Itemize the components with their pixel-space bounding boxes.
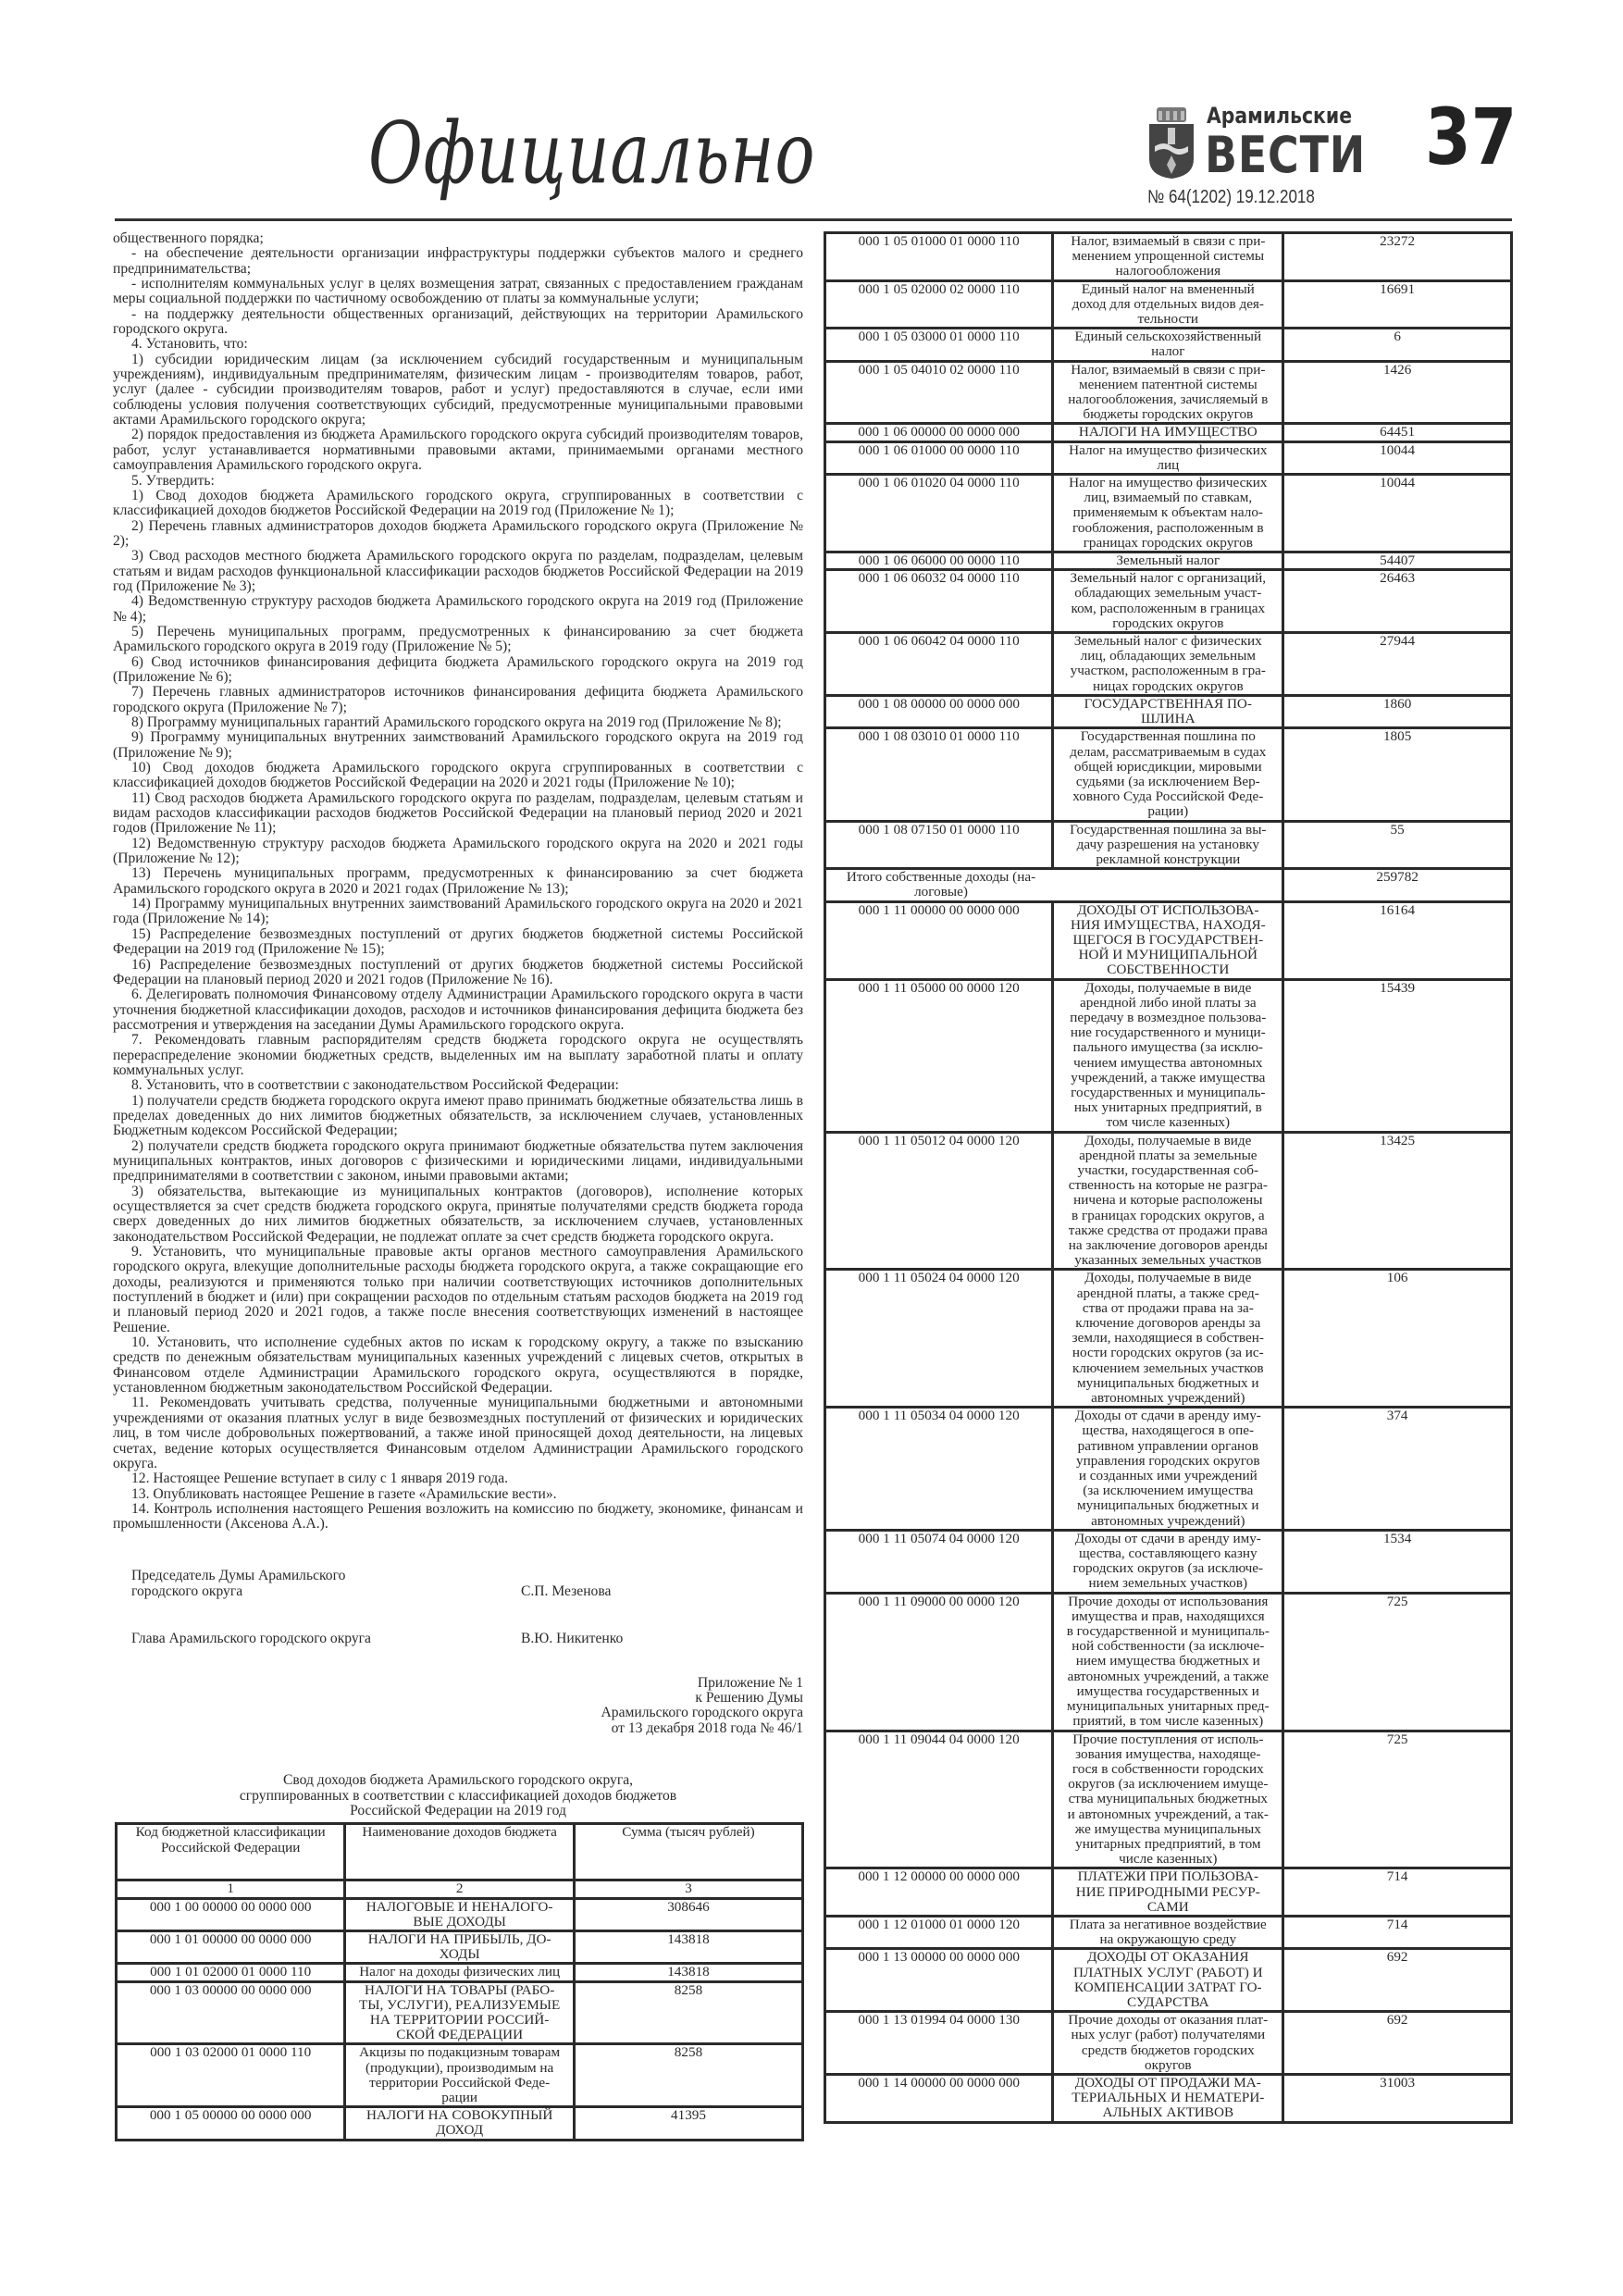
revenue-name: Доходы, получаемые в виде арендной либо иной платы за передачу в возмездное пользова- ние государственного и муници- пального имущества (за исклю- чением имущества автономных учреждений, а также имущества государственных и муниципаль- ных унитарных предприятий, в том числе казенных) xyxy=(1053,979,1283,1132)
paragraph: 8) Программу муниципальных гарантий Арамильского городского округа на 2019 год (Приложение № 8); xyxy=(131,714,782,730)
revenue-name: ДОХОДЫ ОТ ОКАЗАНИЯ ПЛАТНЫХ УСЛУГ (РАБОТ) И КОМПЕНСАЦИИ ЗАТРАТ ГО- СУДАРСТВА xyxy=(1053,1949,1283,2012)
paragraph: 2) получатели средств бюджета городского округа принимают бюджетные обязательства путем заключения муниципальных контрактов, иных договоров с физическими и юридическими лицами, индивидуальными предпринимателями в соответствии с законом, иными правовыми актами; xyxy=(113,1137,803,1185)
revenue-name: Налог на имущество физических лиц xyxy=(1053,441,1283,474)
paragraph: 12) Ведомственную структуру расходов бюджета Арамильского городского округа на 2020 и 2021 годы (Приложение № 12); xyxy=(113,835,803,867)
budget-code: 000 1 05 03000 01 0000 110 xyxy=(825,329,1053,361)
table-row xyxy=(825,552,1512,570)
budget-code: 000 1 11 05000 00 0000 120 xyxy=(825,979,1053,1132)
caption-line: Российской Федерации на 2019 год xyxy=(350,1803,566,1818)
paragraph: 6) Свод источников финансирования дефицита бюджета Арамильского городского округа на 2019 год (Приложение № 6); xyxy=(113,653,803,685)
revenue-table-part-1 xyxy=(115,1822,804,2141)
section-title: Официально xyxy=(368,104,816,203)
column-number: 3 xyxy=(574,1880,802,1898)
table-row xyxy=(825,1868,1512,1917)
budget-code: 000 1 11 05034 04 0000 120 xyxy=(825,1408,1053,1531)
chair-signature xyxy=(113,1568,803,1599)
revenue-sum: 64451 xyxy=(1283,424,1512,441)
appendix-line: Арамильского городского округа xyxy=(601,1705,803,1721)
revenue-name: Прочие поступления от исполь- зования имущества, находяще- гося в собственности городских округов (за исключением имуще- ства муниципальных бюджетных и автономных учреждений, а так- же имущества муниципальных унитарных предприятий, в том числе казенных) xyxy=(1053,1731,1283,1868)
table-row xyxy=(825,901,1512,979)
table-row xyxy=(117,1981,803,2044)
table-row xyxy=(825,233,1512,281)
budget-code: 000 1 06 00000 00 0000 000 xyxy=(825,424,1053,441)
budget-code: 000 1 12 01000 01 0000 120 xyxy=(825,1916,1053,1948)
paragraph: 1) получатели средств бюджета городского округа имеют право принимать бюджетные обязательства лишь в пределах доведенных до них лимитов бюджетных обязательств, за исключением случаев, установленных Бюджетным кодексом Российской Федерации; xyxy=(113,1092,803,1139)
revenue-sum: 31003 xyxy=(1283,2074,1512,2122)
table-row xyxy=(825,329,1512,361)
paragraph: 3) обязательства, вытекающие из муниципальных контрактов (договоров), исполнение которых осуществляется за счет средств бюджета городского округа, принятые получателями средств бюджета города сверх доведенных до них лимитов бюджетных обязательств, за исключением случаев, установленных законодательством Российской Федерации, не подлежат оплате за счет средств бюджета городского округа. xyxy=(113,1183,803,1245)
budget-code: 000 1 06 01020 04 0000 110 xyxy=(825,475,1053,552)
paragraph: 10) Свод доходов бюджета Арамильского городского округа сгруппированных в соответствии с классификацией доходов бюджетов Российской Федерации на 2020 и 2021 годы (Приложение № 10); xyxy=(113,760,803,791)
budget-code: 000 1 01 00000 00 0000 000 xyxy=(117,1931,345,1964)
column-number: 1 xyxy=(117,1880,345,1898)
revenue-name: ДОХОДЫ ОТ ИСПОЛЬЗОВА- НИЯ ИМУЩЕСТВА, НАХОДЯ- ЩЕГОСЯ В ГОСУДАРСТВЕН- НОЙ И МУНИЦИПАЛЬНОЙ СОБСТВЕННОСТИ xyxy=(1053,901,1283,979)
revenue-sum: 106 xyxy=(1283,1270,1512,1408)
appendix-line: к Решению Думы xyxy=(695,1689,803,1706)
revenue-name: Государственная пошлина за вы- дачу разрешения на установку рекламной конструкции xyxy=(1053,821,1283,869)
revenue-sum: 10044 xyxy=(1283,441,1512,474)
row-label xyxy=(825,869,1283,901)
revenue-name: Налог на имущество физических лиц, взимаемый по ставкам, применяемым к объектам нало- гообложения, расположенным в границах городских округов xyxy=(1053,475,1283,552)
newspaper-logo xyxy=(1146,103,1368,184)
paragraph: 6. Делегировать полномочия Финансовому отделу Администрации Арамильского городского округа в части уточнения бюджетной классификации доходов, расходов и источников финансирования дефицита бюджета без рассмотрения и утверждения на заседании Думы Арамильского городского округа. xyxy=(113,987,803,1033)
chair-name: С.П. Мезенова xyxy=(521,1582,612,1599)
caption-line: сгруппированных в соответствии с классификацией доходов бюджетов xyxy=(239,1787,677,1804)
budget-code: 000 1 08 07150 01 0000 110 xyxy=(825,821,1053,869)
table-row xyxy=(117,2044,803,2107)
head-role: Глава Арамильского городского округа xyxy=(131,1630,371,1646)
revenue-name: Прочие доходы от оказания плат- ных услуг (работ) получателями средств бюджетов городских округов xyxy=(1053,2012,1283,2075)
paragraph: 5. Утвердить: xyxy=(131,472,215,489)
revenue-sum: 16164 xyxy=(1283,901,1512,979)
paragraph: 4. Установить, что: xyxy=(131,336,248,353)
appendix-line: от 13 декабря 2018 года № 46/1 xyxy=(611,1719,803,1736)
appendix-note xyxy=(113,1676,803,1737)
revenue-name: Земельный налог xyxy=(1053,552,1283,570)
revenue-name: Единый налог на вмененный доход для отдельных видов дея- тельности xyxy=(1053,280,1283,329)
revenue-sum: 1426 xyxy=(1283,361,1512,424)
table-row xyxy=(825,424,1512,441)
table-row xyxy=(825,1408,1512,1531)
revenue-name: ГОСУДАРСТВЕННАЯ ПО- ШЛИНА xyxy=(1053,695,1283,727)
head-name: В.Ю. Никитенко xyxy=(521,1630,624,1646)
table-row xyxy=(825,570,1512,633)
paragraph: 7) Перечень главных администраторов источников финансирования дефицита бюджета Арамильского городского округа (Приложение № 7); xyxy=(113,684,803,715)
budget-code: 000 1 11 05012 04 0000 120 xyxy=(825,1132,1053,1270)
revenue-name: Плата за негативное воздействие на окружающую среду xyxy=(1053,1916,1283,1948)
column-number-row xyxy=(117,1880,803,1898)
issue-number-date: № 64(1202) 19.12.2018 xyxy=(1147,187,1315,207)
table-row xyxy=(825,633,1512,696)
table-row xyxy=(825,2012,1512,2075)
table-row xyxy=(825,280,1512,329)
revenue-sum: 54407 xyxy=(1283,552,1512,570)
table-row xyxy=(825,869,1512,901)
table-row xyxy=(825,361,1512,424)
revenue-name: Доходы, получаемые в виде арендной платы, а также сред- ства от продажи права на за- ключение договоров аренды за земли, находящиеся в собствен- ности городских округов (за ис- ключением земельных участков муниципальных бюджетных и автономных учреждений) xyxy=(1053,1270,1283,1408)
table-row xyxy=(117,1964,803,1981)
revenue-sum: 143818 xyxy=(574,1931,802,1964)
budget-code: 000 1 13 00000 00 0000 000 xyxy=(825,1949,1053,2012)
paragraph: 15) Распределение безвозмездных поступлений от других бюджетов бюджетной системы Российской Федерации на 2019 год (Приложение № 15); xyxy=(113,925,803,958)
revenue-sum: 26463 xyxy=(1283,570,1512,633)
appendix-line: Приложение № 1 xyxy=(697,1674,803,1691)
revenue-sum: 143818 xyxy=(574,1964,802,1981)
budget-code: 000 1 06 06042 04 0000 110 xyxy=(825,633,1053,696)
revenue-name: ДОХОДЫ ОТ ПРОДАЖИ МА- ТЕРИАЛЬНЫХ И НЕМАТЕРИ- АЛЬНЫХ АКТИВОВ xyxy=(1053,2074,1283,2122)
table-row xyxy=(825,821,1512,869)
paragraph: 2) Перечень главных администраторов доходов бюджета Арамильского городского округа (Приложение № 2); xyxy=(113,517,803,549)
revenue-name: НАЛОГИ НА ПРИБЫЛЬ, ДО- ХОДЫ xyxy=(345,1931,575,1964)
budget-code: 000 1 11 05074 04 0000 120 xyxy=(825,1530,1053,1593)
revenue-name: Налог, взимаемый в связи с при- менением патентной системы налогообложения, зачисляемый в бюджеты городских округов xyxy=(1053,361,1283,424)
paragraph: 12. Настоящее Решение вступает в силу с 1 января 2019 года. xyxy=(131,1471,509,1487)
revenue-name: Доходы от сдачи в аренду иму- щества, находящегося в опе- ративном управлении органов управления городских округов и созданных ими учреждений (за исключением имущества муниципальных бюджетных и автономных учреждений) xyxy=(1053,1408,1283,1531)
table-row xyxy=(825,1270,1512,1408)
revenue-sum: 15439 xyxy=(1283,979,1512,1132)
revenue-sum: 308646 xyxy=(574,1898,802,1930)
revenue-sum: 714 xyxy=(1283,1868,1512,1917)
revenue-name: Налог на доходы физических лиц xyxy=(345,1964,575,1981)
brand-name-small: Арамильские xyxy=(1207,103,1353,129)
revenue-name: НАЛОГИ НА ТОВАРЫ (РАБО- ТЫ, УСЛУГИ), РЕАЛИЗУЕМЫЕ НА ТЕРРИТОРИИ РОССИЙ- СКОЙ ФЕДЕРАЦИИ xyxy=(345,1981,575,2044)
paragraph: 1) Свод доходов бюджета Арамильского городского округа, сгруппированных в соответствии с классификацией доходов бюджетов Российской Федерации на 2019 год (Приложение № 1); xyxy=(113,487,803,519)
row-label-text: Итого собственные доходы (на- логовые) xyxy=(846,869,1036,900)
table-caption xyxy=(113,1773,803,1818)
revenue-sum: 16691 xyxy=(1283,280,1512,329)
paragraph: 9. Установить, что муниципальные правовые акты органов местного самоуправления Арамильского городского округа, влекущие дополнительные расходы бюджета городского округа, а также сокращающие его доходы, реализуются и применяются только при наличии соответствующих источников дополнительных поступлений в бюджет и (или) при сокращении расходов по отдельным статьям расходов бюджета на 2019 год и плановый период 2020 и 2021 годов, а также после внесения соответствующих изменений в настоящее Решение. xyxy=(113,1244,803,1335)
revenue-sum: 27944 xyxy=(1283,633,1512,696)
paragraph: 4) Ведомственную структуру расходов бюджета Арамильского городского округа на 2019 год (Приложение № 4); xyxy=(113,593,803,625)
table-row xyxy=(825,1731,1512,1868)
budget-code: 000 1 11 09044 04 0000 120 xyxy=(825,1731,1053,1868)
budget-code: 000 1 11 09000 00 0000 120 xyxy=(825,1593,1053,1731)
revenue-sum: 725 xyxy=(1283,1593,1512,1731)
coat-of-arms-icon xyxy=(1146,105,1197,180)
revenue-name: НАЛОГОВЫЕ И НЕНАЛОГО- ВЫЕ ДОХОДЫ xyxy=(345,1898,575,1930)
revenue-sum: 725 xyxy=(1283,1731,1512,1868)
column-header: Наименование доходов бюджета xyxy=(345,1824,575,1880)
chair-role: Председатель Думы Арамильского городского округа xyxy=(131,1567,346,1599)
brand-name-big: ВЕСТИ xyxy=(1205,126,1367,184)
revenue-name: Земельный налог с организаций, обладающих земельным участ- ком, расположенным в границах городских округов xyxy=(1053,570,1283,633)
budget-code: 000 1 08 03010 01 0000 110 xyxy=(825,728,1053,821)
budget-code: 000 1 06 06032 04 0000 110 xyxy=(825,570,1053,633)
head-signature xyxy=(113,1631,803,1646)
table-row xyxy=(825,1949,1512,2012)
revenue-name: Земельный налог с физических лиц, обладающих земельным участком, расположенным в гра- ницах городских округов xyxy=(1053,633,1283,696)
paragraph: 14. Контроль исполнения настоящего Решения возложить на комиссию по бюджету, экономике, финансам и промышленности (Аксенова А.А.). xyxy=(113,1500,803,1533)
page-number: 37 xyxy=(1425,92,1518,182)
table-row xyxy=(825,728,1512,821)
table-row xyxy=(825,1530,1512,1593)
left-column xyxy=(113,231,803,2141)
table-row xyxy=(825,979,1512,1132)
revenue-sum: 374 xyxy=(1283,1408,1512,1531)
table-row xyxy=(117,1898,803,1930)
paragraph: - исполнителям коммунальных услуг в целях возмещения затрат, связанных с предоставлением гражданам меры социальной поддержки по частичному освобождению от платы за коммунальные услуги; xyxy=(113,276,803,307)
revenue-name: Прочие доходы от использования имущества и прав, находящихся в государственной и муниципаль- ной собственности (за исключе- нием имущества бюджетных и автономных учреждений, а также имущества государственных и муниципальных унитарных пред- приятий, в том числе казенных) xyxy=(1053,1593,1283,1731)
budget-code: 000 1 00 00000 00 0000 000 xyxy=(117,1898,345,1930)
table-row xyxy=(117,2107,803,2140)
paragraph: 8. Установить, что в соответствии с законодательством Российской Федерации: xyxy=(131,1077,619,1094)
budget-code: 000 1 06 06000 00 0000 110 xyxy=(825,552,1053,570)
table-row xyxy=(825,695,1512,727)
paragraph: 1) субсидии юридическим лицам (за исключением субсидий государственным и муниципальным учреждениям), индивидуальным предпринимателям, физическим лицам - производителям товаров, работ, услуг (далее - субсидии производителям товаров, работ и услуг) предоставляются в случае, если ими соблюдены условия получения соответствующих субсидий, предусмотренные муниципальными правовыми актами Арамильского городского округа; xyxy=(113,351,803,428)
revenue-sum: 13425 xyxy=(1283,1132,1512,1270)
column-header: Код бюджетной классификации Российской Федерации xyxy=(117,1824,345,1880)
revenue-name: ПЛАТЕЖИ ПРИ ПОЛЬЗОВА- НИЕ ПРИРОДНЫМИ РЕСУР- САМИ xyxy=(1053,1868,1283,1917)
revenue-name: Налог, взимаемый в связи с при- менением упрощенной системы налогообложения xyxy=(1053,233,1283,281)
revenue-sum: 8258 xyxy=(574,1981,802,2044)
budget-code: 000 1 08 00000 00 0000 000 xyxy=(825,695,1053,727)
header-divider xyxy=(115,218,1512,221)
table-header-row xyxy=(117,1824,803,1880)
revenue-name: Государственная пошлина по делам, рассматриваемым в судах общей юрисдикции, мировыми судьями (за исключением Вер- ховного Суда Российской Феде- рации) xyxy=(1053,728,1283,821)
budget-code: 000 1 05 02000 02 0000 110 xyxy=(825,280,1053,329)
table-row xyxy=(825,1916,1512,1948)
budget-code: 000 1 12 00000 00 0000 000 xyxy=(825,1868,1053,1917)
revenue-sum: 1860 xyxy=(1283,695,1512,727)
table-row xyxy=(117,1931,803,1964)
paragraph: 9) Программу муниципальных внутренних заимствований Арамильского городского округа на 2019 год (Приложение № 9); xyxy=(113,729,803,761)
paragraph: - на поддержку деятельности общественных организаций, действующих на территории Арамильского городского округа. xyxy=(113,305,803,338)
table-row xyxy=(825,475,1512,552)
column-header: Сумма (тысяч рублей) xyxy=(574,1824,802,1880)
budget-code: 000 1 05 01000 01 0000 110 xyxy=(825,233,1053,281)
table-row xyxy=(825,1593,1512,1731)
paragraph: 2) порядок предоставления из бюджета Арамильского городского округа субсидий производителям товаров, работ, услуг устанавливается нормативными правовыми актами, принимаемыми органами местного самоуправления Арамильского городского округа. xyxy=(113,427,803,474)
revenue-sum: 714 xyxy=(1283,1916,1512,1948)
revenue-name: Единый сельскохозяйственный налог xyxy=(1053,329,1283,361)
revenue-sum: 1805 xyxy=(1283,728,1512,821)
paragraph: 10. Установить, что исполнение судебных актов по искам к городскому округу, а также по взысканию средств по денежным обязательствам муниципальных казенных учреждений с лицевых счетов, открытых в Финансовом отделе Администрации Арамильского городского округа, осуществляются в порядке, установленном бюджетным законодательством Российской Федерации. xyxy=(113,1334,803,1396)
paragraph: 14) Программу муниципальных внутренних заимствований Арамильского городского округа на 2020 и 2021 года (Приложение № 14); xyxy=(113,896,803,927)
paragraph: общественного порядка; xyxy=(113,230,264,246)
table-row xyxy=(825,1132,1512,1270)
paragraph: 11) Свод расходов бюджета Арамильского городского округа по разделам, подразделам, целевым статьям и видам расходов классификации расходов бюджетов Российской Федерации на плановый период 2020 и 2021 годов (Приложение № 11); xyxy=(113,789,803,837)
budget-code: 000 1 03 00000 00 0000 000 xyxy=(117,1981,345,2044)
revenue-sum: 8258 xyxy=(574,2044,802,2107)
revenue-sum: 23272 xyxy=(1283,233,1512,281)
revenue-sum: 692 xyxy=(1283,2012,1512,2075)
budget-code: 000 1 03 02000 01 0000 110 xyxy=(117,2044,345,2107)
caption-line: Свод доходов бюджета Арамильского городского округа, xyxy=(282,1772,634,1789)
table-row xyxy=(825,2074,1512,2122)
revenue-sum: 1534 xyxy=(1283,1530,1512,1593)
revenue-name: Акцизы по подакцизным товарам (продукции), производимым на территории Российской Феде- рации xyxy=(345,2044,575,2107)
paragraph: 3) Свод расходов местного бюджета Арамильского городского округа по разделам, подразделам, целевым статьям и видам расходов функциональной классификации расходов бюджетов Российской Федерации на 2019 год (Приложение № 3); xyxy=(113,548,803,594)
budget-code: 000 1 06 01000 00 0000 110 xyxy=(825,441,1053,474)
revenue-sum: 10044 xyxy=(1283,475,1512,552)
paragraph: 16) Распределение безвозмездных поступлений от других бюджетов бюджетной системы Российской Федерации на плановый период 2020 и 2021 годов (Приложение № 16). xyxy=(113,956,803,987)
budget-code: 000 1 11 00000 00 0000 000 xyxy=(825,901,1053,979)
paragraph: 7. Рекомендовать главным распорядителям средств бюджета городского округа не осуществлять перераспределение экономии бюджетных средств, выделенных им на выплату заработной платы и оплату коммунальных услуг. xyxy=(113,1032,803,1078)
budget-code: 000 1 05 04010 02 0000 110 xyxy=(825,361,1053,424)
column-number: 2 xyxy=(345,1880,575,1898)
budget-code: 000 1 05 00000 00 0000 000 xyxy=(117,2107,345,2140)
decision-text xyxy=(113,231,803,1533)
paragraph: 13) Перечень муниципальных программ, предусмотренных к финансированию за счет бюджета Арамильского городского округа в 2020 и 2021 годах (Приложение № 13); xyxy=(113,865,803,897)
paragraph: 13. Опубликовать настоящее Решение в газете «Арамильские вести». xyxy=(131,1485,557,1502)
revenue-sum: 259782 xyxy=(1283,869,1512,901)
revenue-name: Доходы от сдачи в аренду иму- щества, составляющего казну городских округов (за исключе- нием земельных участков) xyxy=(1053,1530,1283,1593)
revenue-sum: 6 xyxy=(1283,329,1512,361)
paragraph: 11. Рекомендовать учитывать средства, полученные муниципальными бюджетными и автономными учреждениями от оказания платных услуг в виде безвозмездных поступлений от физических и юридических лиц, в том числе добровольных пожертвований, а также иной приносящей доход деятельности, на лицевых счетах, ведение которых осуществляется Финансовым отделом Администрации Арамильского городского округа. xyxy=(113,1395,803,1471)
table-row xyxy=(825,441,1512,474)
budget-code: 000 1 14 00000 00 0000 000 xyxy=(825,2074,1053,2122)
revenue-name: НАЛОГИ НА ИМУЩЕСТВО xyxy=(1053,424,1283,441)
revenue-name: Доходы, получаемые в виде арендной платы за земельные участки, государственная соб- ственность на которые не разгра- ничена и которые расположены в границах городских округов, а также средства от продажи права на заключение договоров аренды указанных земельных участков xyxy=(1053,1132,1283,1270)
revenue-sum: 41395 xyxy=(574,2107,802,2140)
revenue-name: НАЛОГИ НА СОВОКУПНЫЙ ДОХОД xyxy=(345,2107,575,2140)
revenue-sum: 55 xyxy=(1283,821,1512,869)
budget-code: 000 1 13 01994 04 0000 130 xyxy=(825,2012,1053,2075)
budget-code: 000 1 01 02000 01 0000 110 xyxy=(117,1964,345,1981)
paragraph: - на обеспечение деятельности организации инфраструктуры поддержки субъектов малого и среднего предпринимательства; xyxy=(113,245,803,277)
revenue-sum: 692 xyxy=(1283,1949,1512,2012)
revenue-table-part-2 xyxy=(824,231,1513,2124)
budget-code: 000 1 11 05024 04 0000 120 xyxy=(825,1270,1053,1408)
paragraph: 5) Перечень муниципальных программ, предусмотренных к финансированию за счет бюджета Арамильского городского округа в 2019 году (Приложение № 5); xyxy=(113,623,803,655)
